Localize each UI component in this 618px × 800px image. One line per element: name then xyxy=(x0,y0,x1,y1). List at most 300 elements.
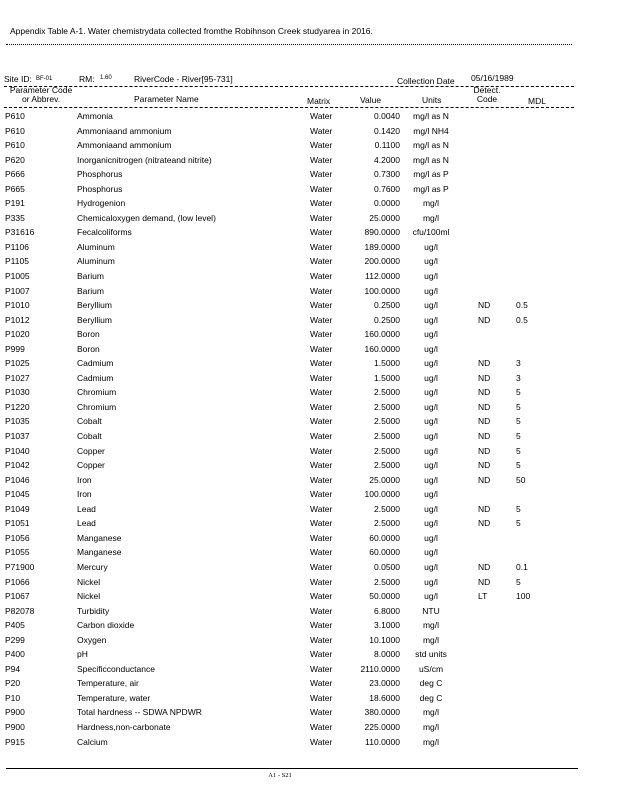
cell-name: Calcium xyxy=(77,736,108,747)
cell-mdl: 50 xyxy=(516,474,526,485)
cell-code: P666 xyxy=(5,169,25,180)
cell-value: 0.7300 xyxy=(374,169,400,180)
cell-units: ug/l xyxy=(424,561,438,572)
table-row xyxy=(0,487,618,502)
cell-code: P610 xyxy=(5,125,25,136)
cell-matrix: Water xyxy=(310,372,333,383)
table-row xyxy=(0,589,618,604)
cell-value: 2.5000 xyxy=(374,431,400,442)
cell-matrix: Water xyxy=(310,401,333,412)
cell-detect: ND xyxy=(478,401,491,412)
cell-code: P1220 xyxy=(5,401,30,412)
cell-matrix: Water xyxy=(310,445,333,456)
cell-code: P1040 xyxy=(5,445,30,456)
cell-code: P900 xyxy=(5,707,25,718)
cell-mdl: 3 xyxy=(516,358,521,369)
cell-code: P610 xyxy=(5,111,25,121)
table-row xyxy=(0,342,618,357)
cell-units: ug/l xyxy=(424,285,438,296)
cell-name: Hydrogenion xyxy=(77,198,126,209)
cell-code: P1051 xyxy=(5,518,30,529)
cell-value: 0.0000 xyxy=(374,198,400,209)
cell-matrix: Water xyxy=(310,663,333,674)
cell-units: mg/l xyxy=(422,212,440,223)
cell-code: P191 xyxy=(5,198,25,209)
cell-units: mg/l xyxy=(422,634,440,645)
col-header-units: Units xyxy=(422,95,442,105)
cell-matrix: Water xyxy=(310,314,333,325)
cell-units: ug/l xyxy=(424,329,438,340)
cell-value: 890.0000 xyxy=(364,227,400,238)
cell-units: ug/l xyxy=(424,431,438,442)
cell-units: ug/l xyxy=(424,256,438,267)
cell-matrix: Water xyxy=(310,329,333,340)
collection-date-value: 05/16/1989 xyxy=(471,73,514,83)
rm-label: RM: xyxy=(79,74,95,84)
cell-value: 112.0000 xyxy=(365,271,400,282)
table-row xyxy=(0,225,618,240)
cell-value: 3.1000 xyxy=(374,620,400,631)
table-row xyxy=(0,284,618,299)
table-row xyxy=(0,196,618,211)
cell-name: Lead xyxy=(77,503,96,514)
cell-matrix: Water xyxy=(310,736,333,747)
cell-value: 8.0000 xyxy=(374,649,400,660)
cell-code: P1007 xyxy=(5,285,30,296)
cell-units: ug/l xyxy=(424,547,438,558)
cell-mdl: 5 xyxy=(516,387,521,398)
site-id-label: Site ID: xyxy=(4,74,32,84)
cell-name: Inorganicnitrogen (nitrateand nitrite) xyxy=(77,154,212,165)
cell-matrix: Water xyxy=(310,532,333,543)
cell-detect: ND xyxy=(478,576,491,587)
cell-name: Barium xyxy=(77,271,104,282)
cell-units: mg/l as N xyxy=(413,140,449,151)
cell-name: Chromium xyxy=(77,401,117,412)
table-row xyxy=(0,575,618,590)
cell-units: ug/l xyxy=(424,387,438,398)
cell-value: 225.0000 xyxy=(364,721,400,732)
cell-name: Temperature, water xyxy=(77,692,151,703)
col-header-detect: Detect. Code xyxy=(473,85,501,104)
cell-units: cfu/100ml xyxy=(412,227,450,238)
cell-detect: LT xyxy=(478,591,488,602)
cell-name: Iron xyxy=(77,489,92,500)
cell-matrix: Water xyxy=(310,721,333,732)
cell-value: 60.0000 xyxy=(369,547,400,558)
col-header-matrix: Matrix xyxy=(307,96,331,106)
cell-name: Beryllium xyxy=(77,314,112,325)
cell-units: ug/l xyxy=(424,314,438,325)
cell-name: Ammoniaand ammonium xyxy=(77,140,172,151)
cell-name: Beryllium xyxy=(77,300,112,311)
cell-matrix: Water xyxy=(310,649,333,660)
cell-matrix: Water xyxy=(310,576,333,587)
cell-name: Phosphorus xyxy=(77,183,123,194)
footer-rule xyxy=(6,768,578,769)
cell-detect: ND xyxy=(478,387,491,398)
col-header-code: Parameter Code or Abbrev. xyxy=(9,85,73,104)
cell-value: 25.0000 xyxy=(369,212,400,223)
cell-name: Chemicaloxygen demand, (low level) xyxy=(77,212,216,223)
cell-units: ug/l xyxy=(424,489,438,500)
cell-units: ug/l xyxy=(424,358,438,369)
cell-value: 160.0000 xyxy=(364,329,400,340)
table-caption: Appendix Table A-1. Water chemistrydata collected fromthe Robihnson Creek studyarea in 2016. xyxy=(10,26,373,36)
cell-units: mg/l as P xyxy=(413,169,449,180)
cell-units: mg/l NH4 xyxy=(413,125,449,136)
cell-mdl: 5 xyxy=(516,503,521,514)
cell-units: ug/l xyxy=(424,532,438,543)
cell-name: Copper xyxy=(77,460,105,471)
cell-value: 0.0500 xyxy=(374,561,400,572)
cell-name: Manganese xyxy=(77,547,122,558)
cell-units: NTU xyxy=(422,605,440,616)
cell-units: ug/l xyxy=(424,372,438,383)
cell-value: 189.0000 xyxy=(364,241,400,252)
cell-value: 25.0000 xyxy=(369,474,400,485)
cell-name: Carbon dioxide xyxy=(77,620,135,631)
cell-code: P1012 xyxy=(5,314,30,325)
cell-value: 110.0000 xyxy=(365,736,400,747)
cell-code: P335 xyxy=(5,212,25,223)
cell-code: P1066 xyxy=(5,576,30,587)
cell-mdl: 0.1 xyxy=(516,561,528,572)
cell-code: P82078 xyxy=(5,605,35,616)
cell-name: Manganese xyxy=(77,532,122,543)
cell-mdl: 100 xyxy=(516,591,531,602)
cell-matrix: Water xyxy=(310,591,333,602)
cell-code: P1046 xyxy=(5,474,30,485)
cell-value: 23.0000 xyxy=(369,678,400,689)
cell-value: 50.0000 xyxy=(369,591,400,602)
cell-matrix: Water xyxy=(310,343,333,354)
cell-matrix: Water xyxy=(310,634,333,645)
cell-code: P405 xyxy=(5,620,25,631)
cell-value: 380.0000 xyxy=(364,707,400,718)
cell-name: Aluminum xyxy=(77,241,115,252)
table-row xyxy=(0,385,618,400)
cell-detect: ND xyxy=(478,445,491,456)
cell-code: P999 xyxy=(5,343,25,354)
cell-matrix: Water xyxy=(310,518,333,529)
cell-mdl: 5 xyxy=(516,416,521,427)
cell-mdl: 3 xyxy=(516,372,521,383)
cell-code: P1106 xyxy=(5,241,29,252)
cell-value: 4.2000 xyxy=(374,154,400,165)
cell-code: P1005 xyxy=(5,271,30,282)
cell-name: Boron xyxy=(77,343,100,354)
table-row xyxy=(0,269,618,284)
cell-detect: ND xyxy=(478,372,491,383)
table-row xyxy=(0,109,618,124)
cell-code: P400 xyxy=(5,649,25,660)
cell-matrix: Water xyxy=(310,489,333,500)
cell-name: Chromium xyxy=(77,387,117,398)
cell-mdl: 5 xyxy=(516,401,521,412)
cell-code: P71900 xyxy=(5,561,35,572)
cell-name: Oxygen xyxy=(77,634,107,645)
cell-name: Iron xyxy=(77,474,92,485)
cell-name: Nickel xyxy=(77,576,101,587)
cell-value: 2.5000 xyxy=(374,387,400,398)
rm-value: 1.60 xyxy=(100,75,112,81)
cell-matrix: Water xyxy=(310,111,333,121)
cell-detect: ND xyxy=(478,460,491,471)
cell-name: Boron xyxy=(77,329,100,340)
cell-detect: ND xyxy=(478,300,491,311)
cell-name: Aluminum xyxy=(77,256,115,267)
cell-value: 0.0040 xyxy=(374,111,400,121)
cell-value: 2.5000 xyxy=(374,518,400,529)
cell-value: 1.5000 xyxy=(374,358,400,369)
table-row xyxy=(0,371,618,386)
cell-code: P1067 xyxy=(5,591,30,602)
cell-units: mg/l xyxy=(422,620,440,631)
cell-value: 2.5000 xyxy=(374,460,400,471)
cell-value: 200.0000 xyxy=(364,256,400,267)
cell-units: mg/l xyxy=(422,198,440,209)
cell-code: P31616 xyxy=(5,227,35,238)
cell-code: P10 xyxy=(5,692,21,703)
cell-value: 100.0000 xyxy=(364,489,400,500)
cell-units: mg/l xyxy=(422,707,440,718)
table-row xyxy=(0,313,618,328)
cell-detect: ND xyxy=(478,561,491,572)
table-row xyxy=(0,647,618,662)
river-code: RiverCode - River[95-731] xyxy=(134,74,233,84)
table-row xyxy=(0,676,618,691)
cell-matrix: Water xyxy=(310,125,333,136)
cell-matrix: Water xyxy=(310,169,333,180)
cell-units: ug/l xyxy=(424,300,438,311)
table-row xyxy=(0,414,618,429)
cell-matrix: Water xyxy=(310,140,333,151)
cell-name: Turbidity xyxy=(77,605,110,616)
cell-units: deg C xyxy=(419,692,443,703)
cell-name: Lead xyxy=(77,518,96,529)
cell-code: P1049 xyxy=(5,503,30,514)
table-row xyxy=(0,604,618,619)
cell-value: 2.5000 xyxy=(374,503,400,514)
cell-matrix: Water xyxy=(310,547,333,558)
cell-mdl: 0.5 xyxy=(516,300,528,311)
cell-name: pH xyxy=(77,649,88,660)
cell-matrix: Water xyxy=(310,561,333,572)
table-row xyxy=(0,502,618,517)
cell-code: P94 xyxy=(5,663,21,674)
cell-mdl: 5 xyxy=(516,431,521,442)
cell-units: ug/l xyxy=(424,591,438,602)
cell-detect: ND xyxy=(478,314,491,325)
cell-value: 0.1420 xyxy=(374,125,400,136)
cell-name: Mercury xyxy=(77,561,108,572)
table-row xyxy=(0,633,618,648)
cell-units: uS/cm xyxy=(418,663,444,674)
cell-code: P1035 xyxy=(5,416,30,427)
cell-code: P1055 xyxy=(5,547,30,558)
cell-value: 0.2500 xyxy=(374,314,400,325)
cell-value: 2.5000 xyxy=(374,445,400,456)
cell-matrix: Water xyxy=(310,387,333,398)
cell-matrix: Water xyxy=(310,285,333,296)
table-row xyxy=(0,167,618,182)
cell-matrix: Water xyxy=(310,620,333,631)
table-row xyxy=(0,429,618,444)
cell-name: Barium xyxy=(77,285,104,296)
cell-matrix: Water xyxy=(310,358,333,369)
cell-name: Total hardness -- SDWA NPDWR xyxy=(77,707,202,718)
cell-detect: ND xyxy=(478,431,491,442)
table-row xyxy=(0,560,618,575)
cell-name: Temperature, air xyxy=(77,678,139,689)
cell-units: ug/l xyxy=(424,343,438,354)
cell-units: mg/l as P xyxy=(413,183,449,194)
cell-name: Fecalcoliforms xyxy=(77,227,132,238)
cell-value: 160.0000 xyxy=(364,343,400,354)
cell-value: 10.1000 xyxy=(369,634,400,645)
cell-value: 0.7600 xyxy=(374,183,400,194)
caption-divider xyxy=(6,44,572,45)
cell-value: 0.1100 xyxy=(374,140,400,151)
cell-value: 100.0000 xyxy=(364,285,400,296)
cell-matrix: Water xyxy=(310,605,333,616)
cell-units: ug/l xyxy=(424,416,438,427)
cell-units: ug/l xyxy=(424,576,438,587)
cell-matrix: Water xyxy=(310,227,333,238)
table-row xyxy=(0,298,618,313)
cell-value: 6.8000 xyxy=(374,605,400,616)
cell-code: P1030 xyxy=(5,387,30,398)
col-header-name: Parameter Name xyxy=(134,94,199,104)
table-row xyxy=(0,444,618,459)
cell-units: deg C xyxy=(419,678,443,689)
col-header-mdl: MDL xyxy=(528,96,546,106)
table-row xyxy=(0,516,618,531)
cell-matrix: Water xyxy=(310,474,333,485)
table-row xyxy=(0,327,618,342)
cell-name: Specificconductance xyxy=(77,663,155,674)
cell-name: Nickel xyxy=(77,591,101,602)
cell-detect: ND xyxy=(478,503,491,514)
cell-code: P610 xyxy=(5,140,25,151)
cell-matrix: Water xyxy=(310,241,333,252)
cell-units: mg/l as N xyxy=(413,111,449,121)
cell-matrix: Water xyxy=(310,460,333,471)
col-header-value: Value xyxy=(360,95,382,105)
cell-units: mg/l xyxy=(422,721,440,732)
cell-code: P1025 xyxy=(5,358,30,369)
cell-matrix: Water xyxy=(310,212,333,223)
table-row xyxy=(0,618,618,633)
cell-matrix: Water xyxy=(310,198,333,209)
page-number: A1 - S21 xyxy=(268,772,292,779)
table-row xyxy=(0,735,618,750)
data-table-body xyxy=(0,109,618,749)
cell-mdl: 5 xyxy=(516,445,521,456)
cell-mdl: 5 xyxy=(516,576,521,587)
cell-value: 2.5000 xyxy=(374,416,400,427)
cell-name: Phosphorus xyxy=(77,169,123,180)
cell-value: 2.5000 xyxy=(374,576,400,587)
table-row xyxy=(0,720,618,735)
cell-detect: ND xyxy=(478,518,491,529)
cell-detect: ND xyxy=(478,358,491,369)
cell-code: P1056 xyxy=(5,532,30,543)
table-row xyxy=(0,705,618,720)
cell-units: ug/l xyxy=(424,503,438,514)
table-row xyxy=(0,531,618,546)
cell-matrix: Water xyxy=(310,271,333,282)
cell-matrix: Water xyxy=(310,678,333,689)
cell-matrix: Water xyxy=(310,503,333,514)
cell-mdl: 5 xyxy=(516,518,521,529)
table-row xyxy=(0,400,618,415)
site-id-value: BF-01 xyxy=(36,76,53,82)
table-row xyxy=(0,458,618,473)
cell-code: P1105 xyxy=(5,256,29,267)
table-row xyxy=(0,240,618,255)
collection-date-label: Collection Date xyxy=(397,76,455,86)
cell-name: Hardness,non-carbonate xyxy=(77,721,171,732)
cell-code: P299 xyxy=(5,634,25,645)
cell-code: P665 xyxy=(5,183,25,194)
cell-units: mg/l xyxy=(422,736,440,747)
cell-units: ug/l xyxy=(424,271,438,282)
table-row xyxy=(0,356,618,371)
cell-value: 1.5000 xyxy=(374,372,400,383)
cell-code: P1020 xyxy=(5,329,30,340)
cell-matrix: Water xyxy=(310,300,333,311)
header-divider-bottom xyxy=(4,107,574,108)
cell-units: mg/l as N xyxy=(413,154,449,165)
cell-name: Ammonia xyxy=(77,111,113,121)
table-row xyxy=(0,545,618,560)
cell-name: Cadmium xyxy=(77,358,114,369)
table-row xyxy=(0,473,618,488)
cell-name: Ammoniaand ammonium xyxy=(77,125,172,136)
cell-value: 2.5000 xyxy=(374,401,400,412)
cell-matrix: Water xyxy=(310,707,333,718)
cell-name: Copper xyxy=(77,445,105,456)
table-row xyxy=(0,182,618,197)
cell-units: std units xyxy=(415,649,447,660)
cell-code: P1027 xyxy=(5,372,30,383)
cell-detect: ND xyxy=(478,416,491,427)
cell-units: ug/l xyxy=(424,474,438,485)
cell-code: P20 xyxy=(5,678,21,689)
cell-matrix: Water xyxy=(310,154,333,165)
cell-units: ug/l xyxy=(424,401,438,412)
cell-matrix: Water xyxy=(310,416,333,427)
cell-units: ug/l xyxy=(424,445,438,456)
cell-units: ug/l xyxy=(424,460,438,471)
cell-mdl: 0.5 xyxy=(516,314,528,325)
table-row xyxy=(0,662,618,677)
table-row xyxy=(0,153,618,168)
cell-matrix: Water xyxy=(310,692,333,703)
cell-matrix: Water xyxy=(310,256,333,267)
cell-units: ug/l xyxy=(424,241,438,252)
table-row xyxy=(0,211,618,226)
cell-code: P1037 xyxy=(5,431,30,442)
cell-value: 18.6000 xyxy=(369,692,400,703)
cell-code: P900 xyxy=(5,721,25,732)
cell-value: 0.2500 xyxy=(374,300,400,311)
cell-name: Cobalt xyxy=(77,416,102,427)
cell-name: Cobalt xyxy=(77,431,102,442)
cell-units: ug/l xyxy=(424,518,438,529)
